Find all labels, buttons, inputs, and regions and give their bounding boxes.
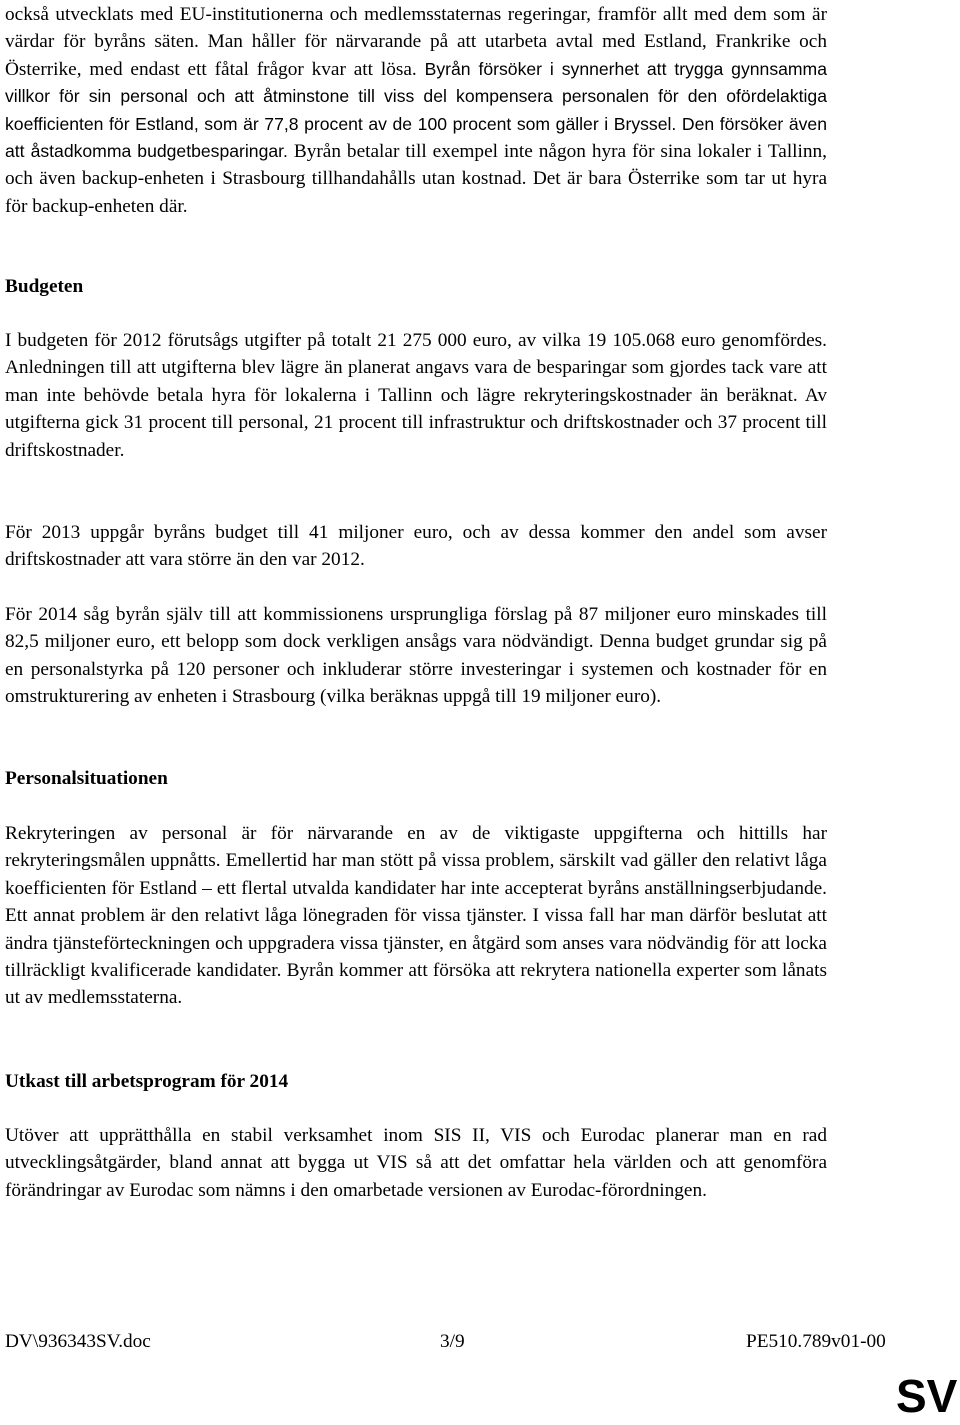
footer-page-number: 3/9 bbox=[440, 1331, 465, 1352]
budget-paragraph-2: För 2013 uppgår byråns budget till 41 miljoner euro, och av dessa kommer den andel som avser driftskostnader att vara större än den var 2012. bbox=[5, 522, 827, 571]
intro-sans-text: Byrån försöker i synnerhet att trygga gynnsamma villkor för sin personal och att åtminstone till viss del kompensera personalen för den ofördelaktiga koefficienten för Estland, som är 77,8 procent av de 100 procent som gäller i Bryssel. Den försöker även att åstadkomma budgetbesparingar. bbox=[5, 58, 827, 162]
footer-pe-reference: PE510.789v01-00 bbox=[746, 1331, 886, 1352]
intro-serif-tail: Byrån betalar till exempel inte någon hyra för sina lokaler i Tallinn, och även backup-enheten i Strasbourg tillhandahålls utan kostnad. Det är bara Österrike som tar ut hyra för backup-enheten där. bbox=[5, 141, 827, 217]
work-programme-paragraph: Utöver att upprätthålla en stabil verksamhet inom SIS II, VIS och Eurodac planerar man en rad utvecklingsåtgärder, bland annat att bygga ut VIS så att det omfattar hela världen och att genomföra förändringar av Eurodac som nämns i den omarbetade versionen av Eurodac-förordningen. bbox=[5, 1125, 827, 1201]
section-heading-staff: Personalsituationen bbox=[5, 768, 168, 789]
section-heading-work-programme: Utkast till arbetsprogram för 2014 bbox=[5, 1071, 289, 1092]
language-code: SV bbox=[896, 1370, 958, 1422]
page-footer bbox=[5, 1328, 905, 1356]
footer-file-reference: DV\936343SV.doc bbox=[5, 1331, 151, 1352]
staff-paragraph: Rekryteringen av personal är för närvarande en av de viktigaste uppgifterna och hittills har rekryteringsmålen uppnåtts. Emellertid har man stött på vissa problem, särskilt vad gäller den relativt låga koefficienten för Estland – ett flertal utvalda kandidater har inte accepterat byråns anställningserbjudande. Ett annat problem är den relativt låga lönegraden för vissa tjänster. I vissa fall har man därför beslutat att ändra tjänsteförteckningen och uppgradera vissa tjänster, en åtgärd som anses vara nödvändig för att locka tillräckligt kvalificerade kandidater. Byrån kommer att försöka att rekrytera nationella experter som lånats ut av medlemsstaterna. bbox=[5, 823, 827, 1009]
intro-serif-text: också utvecklats med EU-institutionerna och medlemsstaternas regeringar, framför allt med dem som är värdar för byråns säten. Man håller för närvarande på att utarbeta avtal med Estland, Frankrike och Österrike, med endast ett fåtal frågor kvar att lösa. bbox=[5, 4, 827, 80]
budget-paragraph-1: I budgeten för 2012 förutsågs utgifter på totalt 21 275 000 euro, av vilka 19 105.068 euro genomfördes. Anledningen till att utgifterna blev lägre än planerat angavs vara de besparingar som gjordes tack vare att man inte behövde betala hyra för lokalerna i Tallinn och lägre rekryteringskostnader än beräknat. Av utgifterna gick 31 procent till personal, 21 procent till infrastruktur och driftskostnader och 37 procent till driftskostnader. bbox=[5, 330, 827, 461]
section-heading-budget: Budgeten bbox=[5, 276, 84, 297]
budget-paragraph-3: För 2014 såg byrån själv till att kommissionens ursprungliga förslag på 87 miljoner euro minskades till 82,5 miljoner euro, ett belopp som dock verkligen ansågs vara nödvändigt. Denna budget grundar sig på en personalstyrka på 120 personer och inkluderar större investeringar i systemen och kostnader för en omstrukturering av enheten i Strasbourg (vilka beräknas uppgå till 19 miljoner euro). bbox=[5, 604, 827, 708]
intro-paragraph bbox=[5, 1, 827, 220]
